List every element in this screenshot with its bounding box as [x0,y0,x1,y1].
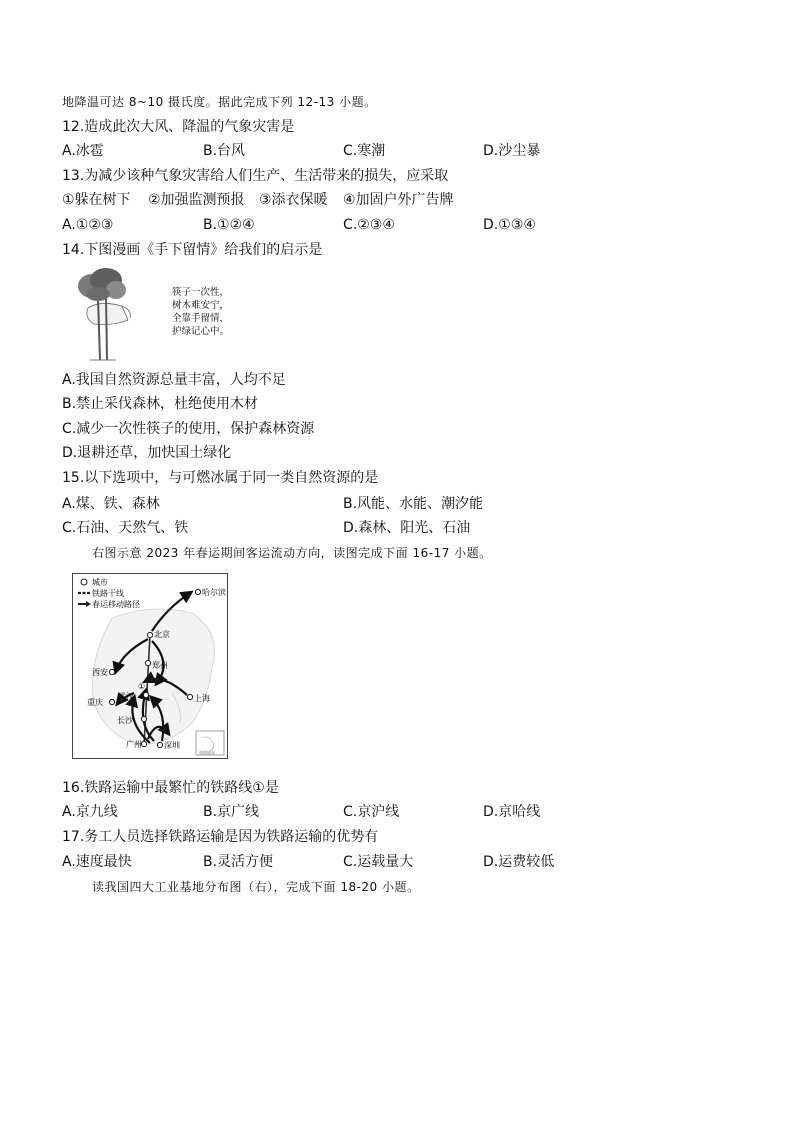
spring-festival-travel-map [72,573,228,759]
inset-label: 南海诸岛 [199,750,215,755]
q13-option-c: C.②③④ [343,217,395,233]
q13-stem: 13.为减少该种气象灾害给人们生产、生活带来的损失，应采取 [62,168,449,184]
intro-12-13: 地降温可达 8~10 摄氏度。据此完成下列 12-13 小题。 [62,95,377,109]
q16-option-a: A.京九线 [62,804,118,820]
q17-option-c: C.运载量大 [343,854,414,870]
q17-option-a: A.速度最快 [62,854,132,870]
legend-city: 城市 [92,578,108,587]
intro-18-20: 读我国四大工业基地分布图（右），完成下面 18-20 小题。 [92,880,420,894]
q12-option-a: A.冰雹 [62,143,104,159]
q12-option-b: B.台风 [203,143,246,159]
city-zhengzhou: 郑州 [152,661,168,670]
city-beijing: 北京 [154,630,170,639]
q13-option-a: A.①②③ [62,217,114,233]
q16-stem: 16.铁路运输中最繁忙的铁路线①是 [62,780,279,796]
cartoon-text-4: 护绿记心中。 [172,326,230,337]
railway-marker-1: ① [138,682,146,691]
q12-option-c: C.寒潮 [343,143,386,159]
city-shenzhen: 深圳 [164,741,180,750]
q12-stem: 12.造成此次大风、降温的气象灾害是 [62,119,295,135]
city-shanghai: 上海 [194,694,210,703]
city-guangzhou: 广州 [126,740,142,749]
q17-option-d: D.运费较低 [483,854,555,870]
q14-option-b: B.禁止采伐森林，杜绝使用木材 [62,396,259,412]
tree-chopsticks-illustration [70,268,230,363]
city-xian: 西安 [92,668,108,677]
q17-option-b: B.灵活方便 [203,854,274,870]
q16-option-b: B.京广线 [203,804,260,820]
q15-option-b: B.风能、水能、潮汐能 [343,496,484,512]
q16-option-c: C.京沪线 [343,804,400,820]
city-chongqing: 重庆 [87,698,103,707]
legend-path: 春运移动路径 [92,600,140,609]
cartoon-figure [70,268,230,363]
q14-option-c: C.减少一次性筷子的使用，保护森林资源 [62,421,315,437]
q13-measure-4: ④加固户外广告牌 [343,192,454,208]
q15-stem: 15.以下选项中，与可燃冰属于同一类自然资源的是 [62,470,379,486]
q15-option-a: A.煤、铁、森林 [62,496,160,512]
q12-option-d: D.沙尘暴 [483,143,541,159]
q14-stem: 14.下图漫画《手下留情》给我们的启示是 [62,242,323,258]
q14-option-a: A.我国自然资源总量丰富，人均不足 [62,372,286,388]
q14-option-d: D.退耕还草，加快国土绿化 [62,445,232,461]
q13-measure-3: ③添衣保暖 [259,192,328,208]
q16-option-d: D.京哈线 [483,804,541,820]
city-harbin: 哈尔滨 [202,588,226,597]
legend-railway: 铁路干线 [92,589,124,598]
cartoon-text-2: 树木难安宁， [172,300,230,311]
city-changsha: 长沙 [117,716,133,725]
q13-option-d: D.①③④ [483,217,536,233]
cartoon-text-1: 筷子一次性， [172,287,230,298]
city-wuhan: 武汉 [118,692,134,701]
q17-stem: 17.务工人员选择铁路运输是因为铁路运输的优势有 [62,829,379,845]
q15-option-d: D.森林、阳光、石油 [343,520,471,536]
q15-option-c: C.石油、天然气、铁 [62,520,189,536]
q13-measure-1: ①躲在树下 [62,192,131,208]
cartoon-text-3: 全靠手留情， [172,313,230,324]
intro-16-17: 右图示意 2023 年春运期间客运流动方向，读图完成下面 16-17 小题。 [92,546,492,560]
q13-measure-2: ②加强监测预报 [148,192,245,208]
q13-option-b: B.①②④ [203,217,255,233]
